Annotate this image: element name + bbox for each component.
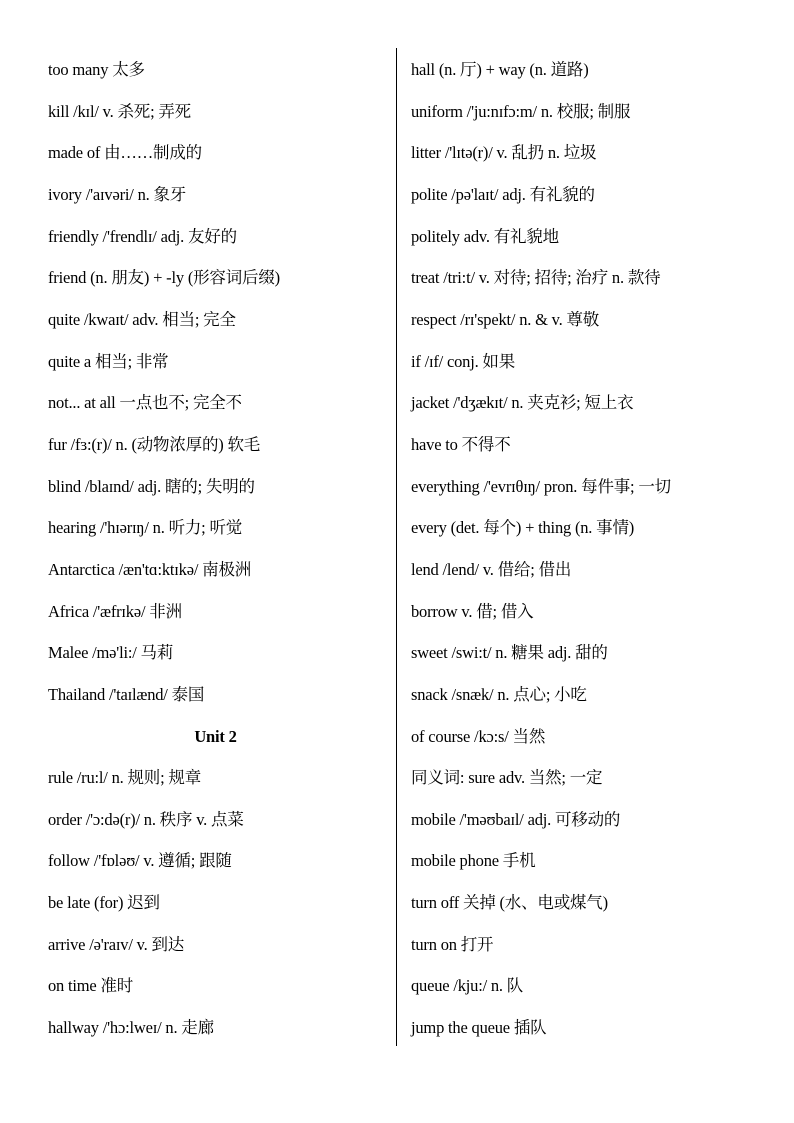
vocab-entry: quite /kwaɪt/ adv. 相当; 完全 — [48, 309, 236, 329]
column-divider — [396, 48, 397, 1046]
vocab-entry: hearing /'hɪərɪŋ/ n. 听力; 听觉 — [48, 518, 243, 538]
vocab-entry: friend (n. 朋友) + -ly (形容词后缀) — [48, 268, 280, 288]
vocab-entry: turn on 打开 — [411, 934, 494, 954]
vocab-entry: order /'ɔ:də(r)/ n. 秩序 v. 点菜 — [48, 809, 244, 829]
vocab-entry: every (det. 每个) + thing (n. 事情) — [411, 518, 635, 538]
right-column — [411, 49, 771, 1049]
vocab-entry: fur /fɜ:(r)/ n. (动物浓厚的) 软毛 — [48, 434, 261, 454]
vocab-entry: not... at all 一点也不; 完全不 — [48, 393, 242, 413]
vocab-entry: too many 太多 — [48, 60, 145, 79]
vocab-entry: respect /rɪ'spekt/ n. & v. 尊敬 — [411, 309, 600, 329]
vocab-entry: mobile phone 手机 — [411, 851, 536, 871]
vocab-entry: have to 不得不 — [411, 434, 511, 454]
unit-heading: Unit 2 — [194, 726, 237, 746]
vocab-entry: rule /ru:l/ n. 规则; 规章 — [48, 768, 201, 788]
vocab-entry: of course /kɔ:s/ 当然 — [411, 726, 546, 746]
vocab-entry: Malee /mə'li:/ 马莉 — [48, 643, 174, 663]
vocab-entry: lend /lend/ v. 借给; 借出 — [411, 559, 572, 579]
vocab-entry: be late (for) 迟到 — [48, 893, 160, 913]
vocab-entry: quite a 相当; 非常 — [48, 351, 169, 371]
vocab-entry: queue /kju:/ n. 队 — [411, 976, 524, 996]
vocab-entry: 同义词: sure adv. 当然; 一定 — [411, 768, 603, 788]
vocab-entry: turn off 关掉 (水、电或煤气) — [411, 893, 608, 913]
vocab-entry: treat /tri:t/ v. 对待; 招待; 治疗 n. 款待 — [411, 268, 661, 288]
vocab-entry: made of 由……制成的 — [48, 143, 202, 163]
vocab-entry: kill /kɪl/ v. 杀死; 弄死 — [48, 101, 191, 121]
vocab-entry: everything /'evrɪθɪŋ/ pron. 每件事; 一切 — [411, 476, 671, 496]
vocab-entry: litter /'lɪtə(r)/ v. 乱扔 n. 垃圾 — [411, 143, 597, 163]
vocab-entry: friendly /'frendlɪ/ adj. 友好的 — [48, 226, 237, 246]
vocab-entry: blind /blaɪnd/ adj. 瞎的; 失明的 — [48, 476, 255, 496]
left-column — [48, 49, 383, 1049]
vocab-entry: borrow v. 借; 借入 — [411, 601, 534, 621]
vocab-entry: Thailand /'taɪlænd/ 泰国 — [48, 684, 205, 704]
vocab-entry: mobile /'məʊbaɪl/ adj. 可移动的 — [411, 809, 621, 829]
vocab-entry: hallway /'hɔ:lweɪ/ n. 走廊 — [48, 1018, 214, 1038]
vocab-entry: on time 准时 — [48, 976, 134, 996]
vocab-entry: jump the queue 插队 — [411, 1018, 547, 1038]
vocab-entry: polite /pə'laɪt/ adj. 有礼貌的 — [411, 184, 595, 204]
vocab-entry: arrive /ə'raɪv/ v. 到达 — [48, 934, 185, 954]
vocab-entry: ivory /'aɪvəri/ n. 象牙 — [48, 184, 187, 204]
vocab-entry: jacket /'dʒækɪt/ n. 夹克衫; 短上衣 — [411, 393, 634, 413]
vocab-entry: hall (n. 厅) + way (n. 道路) — [411, 60, 589, 79]
vocab-entry: politely adv. 有礼貌地 — [411, 226, 559, 246]
vocab-entry: follow /'fɒləʊ/ v. 遵循; 跟随 — [48, 851, 232, 871]
vocab-entry: Africa /'æfrɪkə/ 非洲 — [48, 601, 182, 621]
vocab-entry: snack /snæk/ n. 点心; 小吃 — [411, 684, 587, 704]
vocab-entry: if /ɪf/ conj. 如果 — [411, 351, 516, 371]
vocab-entry: Antarctica /æn'tɑ:ktɪkə/ 南极洲 — [48, 559, 252, 579]
vocab-entry: uniform /'ju:nɪfɔ:m/ n. 校服; 制服 — [411, 101, 631, 121]
vocab-entry: sweet /swi:t/ n. 糖果 adj. 甜的 — [411, 643, 608, 663]
